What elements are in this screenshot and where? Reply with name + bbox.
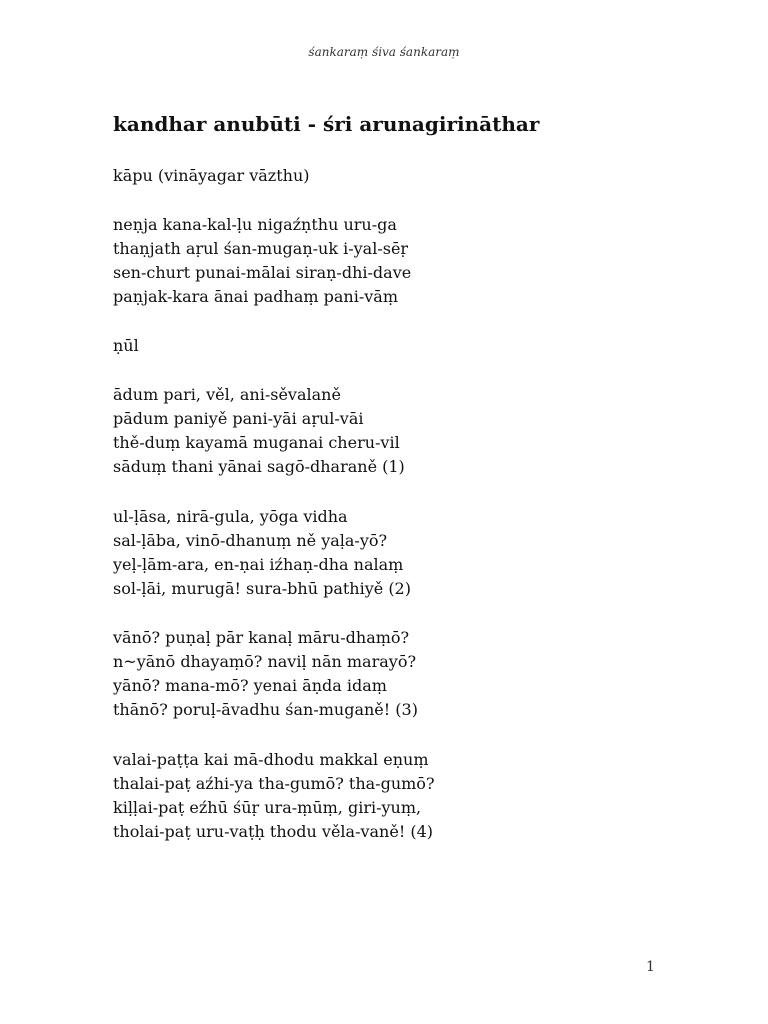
verse-line: sāduṃ thani yānai sagō-dharaně (1) bbox=[113, 457, 405, 476]
verse-line: thānō? poruḷ-āvadhu śan-muganě! (3) bbox=[113, 700, 418, 719]
verse-line: ādum pari, věl, ani-sěvalaně bbox=[113, 385, 341, 404]
verse-line: sol-ḷāi, murugā! sura-bhū pathiyě (2) bbox=[113, 579, 411, 598]
verse-line: thalai-paṭ aźhi-ya tha-gumō? tha-gumō? bbox=[113, 774, 435, 793]
document-title: kandhar anubūti - śri arunagirināthar bbox=[113, 112, 540, 136]
kapu-heading: kāpu (vināyagar vāzthu) bbox=[113, 166, 310, 185]
page-number: 1 bbox=[646, 959, 655, 975]
stanza-1 bbox=[113, 383, 405, 479]
verse-line: tholai-paṭ uru-vaṭḥ thodu věla-vaně! (4) bbox=[113, 822, 434, 841]
verse-line: yānō? mana-mō? yenai āṇda idaṃ bbox=[113, 676, 387, 695]
verse-line: valai-paṭṭa kai mā-dhodu makkal eṇuṃ bbox=[113, 750, 429, 769]
nul-heading: ṇūl bbox=[113, 336, 139, 355]
stanza-4 bbox=[113, 748, 435, 844]
stanza-2 bbox=[113, 505, 411, 601]
kapu-stanza bbox=[113, 213, 411, 309]
verse-line: thě-duṃ kayamā muganai cheru-vil bbox=[113, 433, 400, 452]
verse-line: thaṇjath aṛul śan-mugaṇ-uk i-yal-sēṛ bbox=[113, 239, 409, 258]
verse-line: vānō? puṇaḷ pār kanaḷ māru-dhaṃō? bbox=[113, 628, 410, 647]
verse-line: n~yānō dhayaṃō? naviḷ nān marayō? bbox=[113, 652, 417, 671]
verse-line: yeḷ-ḷām-ara, en-ṇai iźhaṇ-dha nalaṃ bbox=[113, 555, 404, 574]
verse-line: pādum paniyě pani-yāi aṛul-vāi bbox=[113, 409, 364, 428]
stanza-3 bbox=[113, 626, 418, 722]
verse-line: ul-ḷāsa, nirā-gula, yōga vidha bbox=[113, 507, 348, 526]
verse-line: sen-churt punai-mālai siraṇ-dhi-dave bbox=[113, 263, 412, 282]
verse-line: neṇja kana-kal-ḷu nigaźṇthu uru-ga bbox=[113, 215, 397, 234]
verse-line: kiḷḷai-paṭ eźhū śūṛ ura-ṃūṃ, giri-yuṃ, bbox=[113, 798, 422, 817]
verse-line: sal-ḷāba, vinō-dhanuṃ ně yaḷa-yō? bbox=[113, 531, 388, 550]
running-header: śankaraṃ śiva śankaraṃ bbox=[308, 45, 460, 59]
verse-line: paṇjak-kara ānai padhaṃ pani-vāṃ bbox=[113, 287, 398, 306]
